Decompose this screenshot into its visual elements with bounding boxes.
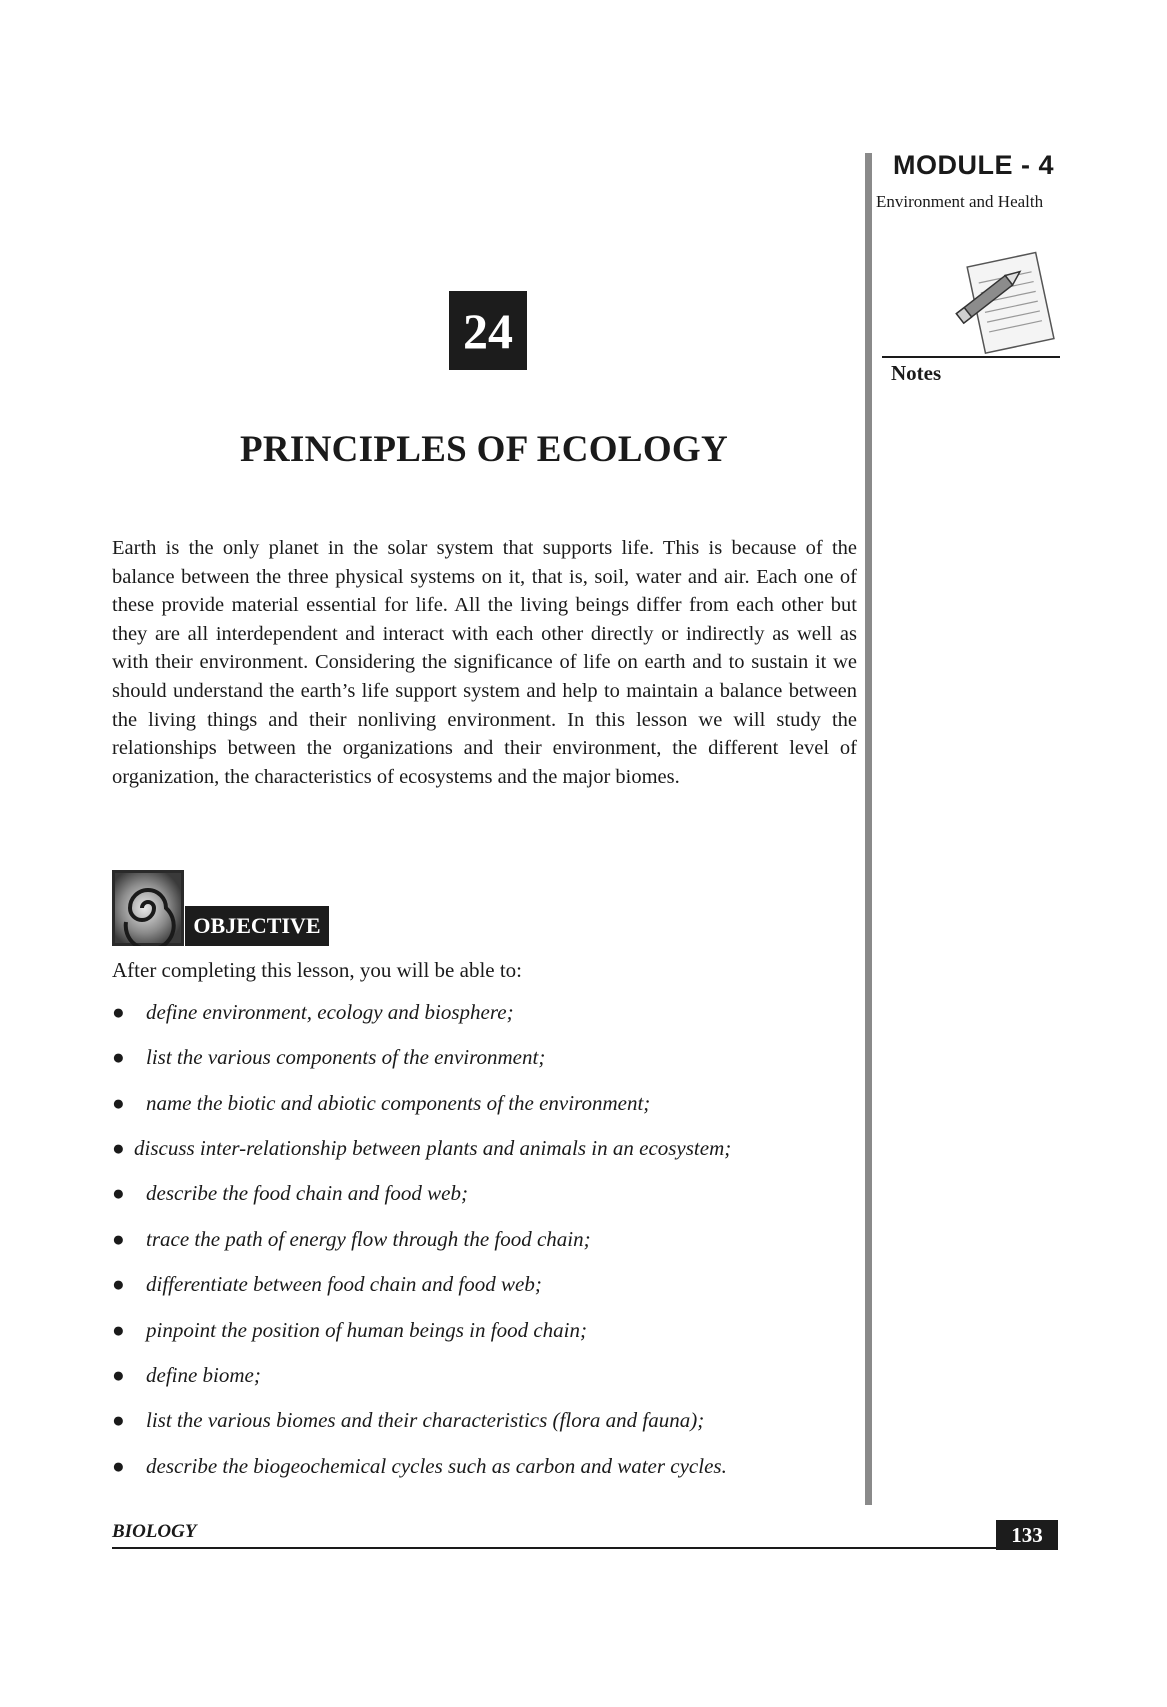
list-item bbox=[112, 1272, 542, 1297]
objective-item-text: define biome; bbox=[146, 1363, 261, 1387]
bullet-icon: ● bbox=[112, 1272, 125, 1296]
bullet-icon: ● bbox=[112, 1408, 125, 1432]
objective-spiral-icon bbox=[112, 870, 184, 946]
objective-item-text: pinpoint the position of human beings in food chain; bbox=[146, 1318, 587, 1342]
bullet-icon: ● bbox=[112, 1363, 125, 1387]
notes-rule bbox=[882, 356, 1060, 358]
objective-item-text: discuss inter-relationship between plants and animals in an ecosystem; bbox=[134, 1136, 732, 1160]
module-subtitle: Environment and Health bbox=[876, 192, 1044, 211]
notes-pencil-icon bbox=[950, 245, 1062, 365]
list-item bbox=[112, 1091, 650, 1116]
notes-label: Notes bbox=[891, 361, 942, 385]
bullet-icon: ● bbox=[112, 1318, 125, 1342]
list-item bbox=[112, 1227, 591, 1252]
objective-item-text: differentiate between food chain and food web; bbox=[146, 1272, 542, 1296]
chapter-title: PRINCIPLES OF ECOLOGY bbox=[239, 429, 729, 470]
objective-item-text: define environment, ecology and biosphere; bbox=[146, 1000, 514, 1024]
intro-paragraph: Earth is the only planet in the solar system that supports life. This is because of the balance between the three physical systems on it, that is, soil, water and air. Each one of these provide material essential for life. All the living beings differ from each other but they are all interdependent and interact with each other directly or indirectly as well as with their environment. Considering the significance of life on earth and to sustain it we should understand the earth’s life support system and help to maintain a balance between the living things and their nonliving environment. In this lesson we will study the relationships between the organizations and their environment, the different level of organization, the characteristics of ecosystems and the major biomes. bbox=[112, 537, 857, 788]
bullet-icon: ● bbox=[112, 1091, 125, 1115]
list-item bbox=[112, 1136, 731, 1161]
module-title: MODULE - 4 bbox=[893, 150, 1055, 180]
objective-item-text: list the various biomes and their characteristics (flora and fauna); bbox=[146, 1408, 705, 1432]
bullet-icon: ● bbox=[112, 1000, 125, 1024]
objective-item-text: trace the path of energy flow through the food chain; bbox=[146, 1227, 591, 1251]
list-item bbox=[112, 1000, 514, 1025]
objective-label: OBJECTIVE bbox=[185, 906, 329, 946]
bullet-icon: ● bbox=[112, 1136, 125, 1160]
chapter-number: 24 bbox=[449, 291, 527, 370]
objective-item-text: describe the food chain and food web; bbox=[146, 1181, 468, 1205]
footer-subject: BIOLOGY bbox=[112, 1521, 197, 1542]
list-item bbox=[112, 1318, 587, 1343]
bullet-icon: ● bbox=[112, 1454, 125, 1478]
objective-lead: After completing this lesson, you will be able to: bbox=[112, 958, 523, 982]
page-number: 133 bbox=[996, 1520, 1058, 1550]
objective-item-text: list the various components of the environment; bbox=[146, 1045, 546, 1069]
margin-rule bbox=[865, 153, 872, 1505]
objective-item-text: name the biotic and abiotic components of the environment; bbox=[146, 1091, 651, 1115]
list-item bbox=[112, 1408, 704, 1433]
bullet-icon: ● bbox=[112, 1045, 125, 1069]
footer-rule bbox=[112, 1547, 1058, 1549]
list-item bbox=[112, 1045, 545, 1070]
list-item bbox=[112, 1181, 468, 1206]
objective-item-text: describe the biogeochemical cycles such as carbon and water cycles. bbox=[146, 1454, 727, 1478]
list-item bbox=[112, 1454, 727, 1479]
list-item bbox=[112, 1363, 261, 1388]
bullet-icon: ● bbox=[112, 1227, 125, 1251]
bullet-icon: ● bbox=[112, 1181, 125, 1205]
